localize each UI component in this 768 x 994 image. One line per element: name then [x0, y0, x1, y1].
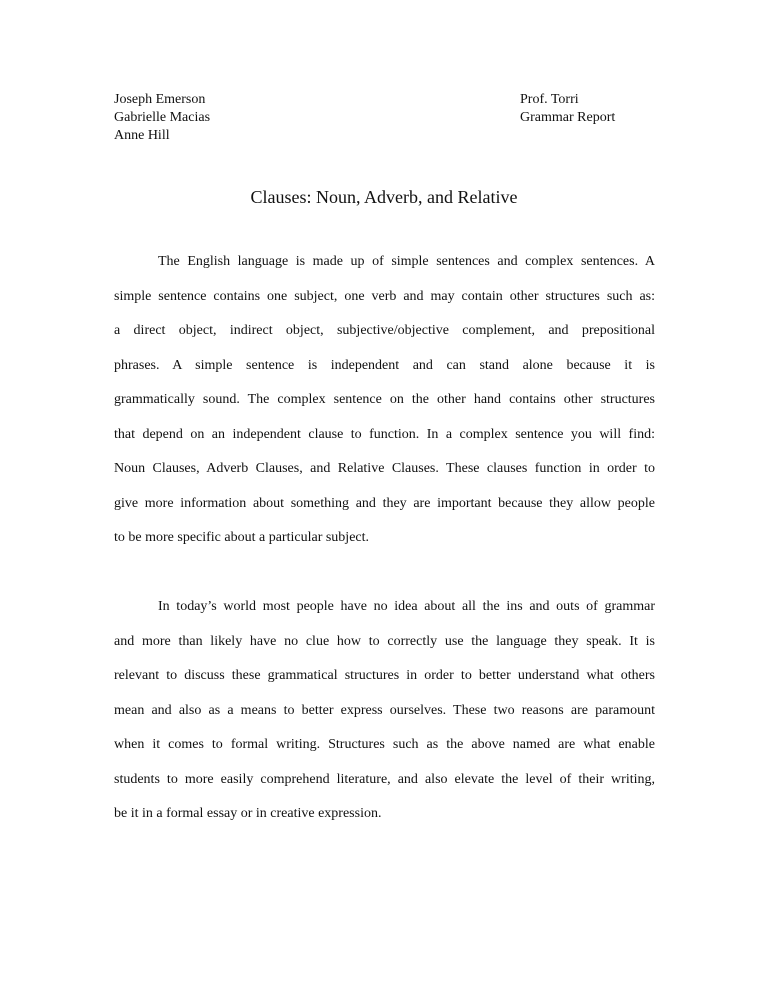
document-title: Clauses: Noun, Adverb, and Relative — [250, 187, 518, 207]
paragraph-line: a direct object, indirect object, subjective/objective complement, and prepositional — [114, 323, 655, 338]
paragraph-line: mean and also as a means to better express ourselves. These two reasons are paramount — [114, 702, 655, 718]
paragraph-line: that depend on an independent clause to function. In a complex sentence you will find: — [114, 426, 655, 442]
paragraph-line: In today’s world most people have no idea about all the ins and outs of grammar — [158, 599, 655, 614]
paragraph-2 — [114, 598, 655, 840]
paragraph-line: when it comes to formal writing. Structures such as the above named are what enable — [114, 737, 655, 752]
paragraph-line: grammatically sound. The complex sentence on the other hand contains other structures — [114, 392, 655, 407]
paragraph-line: The English language is made up of simple sentences and complex sentences. A — [158, 254, 655, 269]
author-name: Anne Hill — [114, 128, 170, 143]
professor-name: Prof. Torri — [520, 92, 579, 107]
paragraph-line: be it in a formal essay or in creative expression. — [114, 806, 382, 821]
author-list — [114, 91, 210, 145]
paragraph-line: phrases. A simple sentence is independent and can stand alone because it is — [114, 357, 655, 373]
paragraph-line: give more information about something and they are important because they allow people — [114, 495, 655, 511]
course-info — [520, 91, 615, 127]
paragraph-1 — [114, 253, 655, 564]
paragraph-line: simple sentence contains one subject, one verb and may contain other structures such as: — [114, 288, 655, 304]
report-type: Grammar Report — [520, 110, 616, 125]
paragraph-line: relevant to discuss these grammatical structures in order to better understand what others — [114, 668, 655, 683]
paragraph-line: to be more specific about a particular subject. — [114, 530, 370, 545]
author-name: Joseph Emerson — [114, 92, 206, 107]
paragraph-line: and more than likely have no clue how to correctly use the language they speak. It is — [114, 633, 655, 649]
paragraph-line: students to more easily comprehend literature, and also elevate the level of their writing, — [114, 771, 655, 787]
paragraph-line: Noun Clauses, Adverb Clauses, and Relative Clauses. These clauses function in order to — [114, 461, 655, 476]
author-name: Gabrielle Macias — [114, 110, 211, 125]
